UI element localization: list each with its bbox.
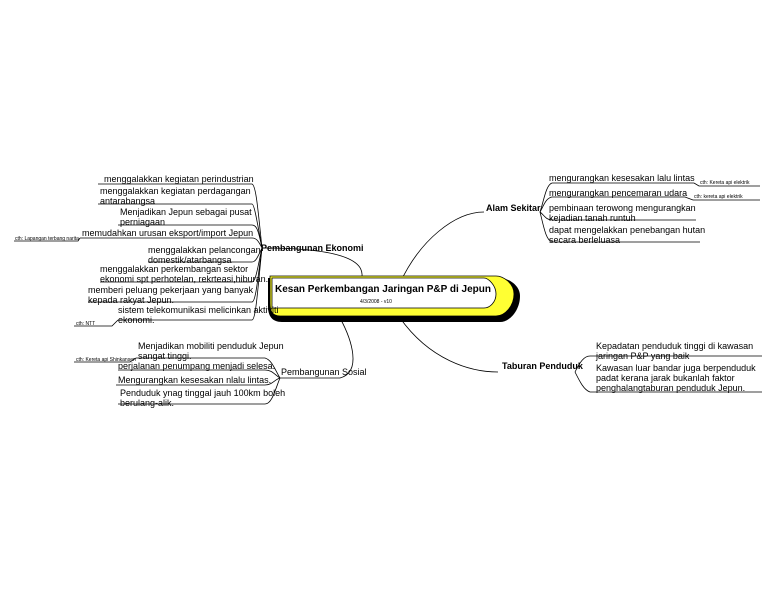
central-topic-subtitle: 4/3/2008 - v10 — [360, 299, 392, 305]
sosial-item: Mengurangkan kesesakan nlalu lintas. — [118, 375, 272, 385]
taburan-item: Kepadatan penduduk tinggi di kawasan jaringan P&P yang baik — [596, 341, 754, 361]
branch-taburan-label: Taburan Penduduk — [502, 361, 583, 371]
ekonomi-item: memudahkan urusan eksport/import Jepun — [82, 228, 254, 238]
sosial-item: Penduduk ynag tinggal jauh 100km boleh berulang-alik. — [120, 388, 286, 408]
central-topic-title: Kesan Perkembangan Jaringan P&P di Jepun — [275, 284, 491, 295]
ekonomi-item: memberi peluang pekerjaan yang banyak kepada rakyat Jepun. — [88, 285, 254, 305]
ekonomi-item: sistem telekomunikasi melicinkan aktiviti ekonomi. — [118, 305, 279, 325]
sosial-item: perjalanan penumpang menjadi selesa. — [118, 361, 276, 371]
alam-item: dapat mengelakkan penebangan hutan secara berleluasa — [549, 225, 706, 245]
ekonomi-note: cth: Lapangan terbang narita — [15, 236, 79, 242]
alam-item: mengurangkan pencemaran udara — [549, 188, 688, 198]
alam-note: cth: Kereta api elektrik — [700, 180, 750, 186]
ekonomi-item: menggalakkan kegiatan perindustrian — [104, 174, 254, 184]
sosial-note: cth: Kereta api Shinkansen — [76, 357, 136, 363]
branch-sosial-label: Pembangunan Sosial — [281, 367, 367, 377]
central-topic-shape — [268, 276, 520, 322]
branch-ekonomi-label: Pembangunan Ekonomi — [261, 243, 364, 253]
branch-alam-label: Alam Sekitar — [486, 203, 541, 213]
ekonomi-item: menggalakkan perkembangan sektor ekonomi spt perhotelan, rekrteasi,hiburan. — [100, 264, 269, 284]
ekonomi-item: menggalakkan kegiatan perdagangan antarabangsa — [100, 186, 251, 206]
ekonomi-note: cth: NTT — [76, 321, 96, 327]
sosial-item: Menjadikan mobiliti penduduk Jepun sangat tinggi. — [138, 341, 284, 361]
alam-note: cth: kereta api elektrik — [694, 194, 743, 200]
alam-item: pembinaan terowong mengurangkan kejadian tanah runtuh — [549, 203, 696, 223]
ekonomi-item: menggalakkan pelancongan domestik/atarbangsa — [148, 245, 261, 265]
alam-item: mengurangkan kesesakan lalu lintas — [549, 173, 695, 183]
taburan-item: Kawasan luar bandar juga berpenduduk padat kerana jarak bukanlah faktor penghalangtaburan penduduk Jepun. — [596, 363, 756, 393]
ekonomi-item: Menjadikan Jepun sebagai pusat perniagaan — [120, 207, 252, 227]
